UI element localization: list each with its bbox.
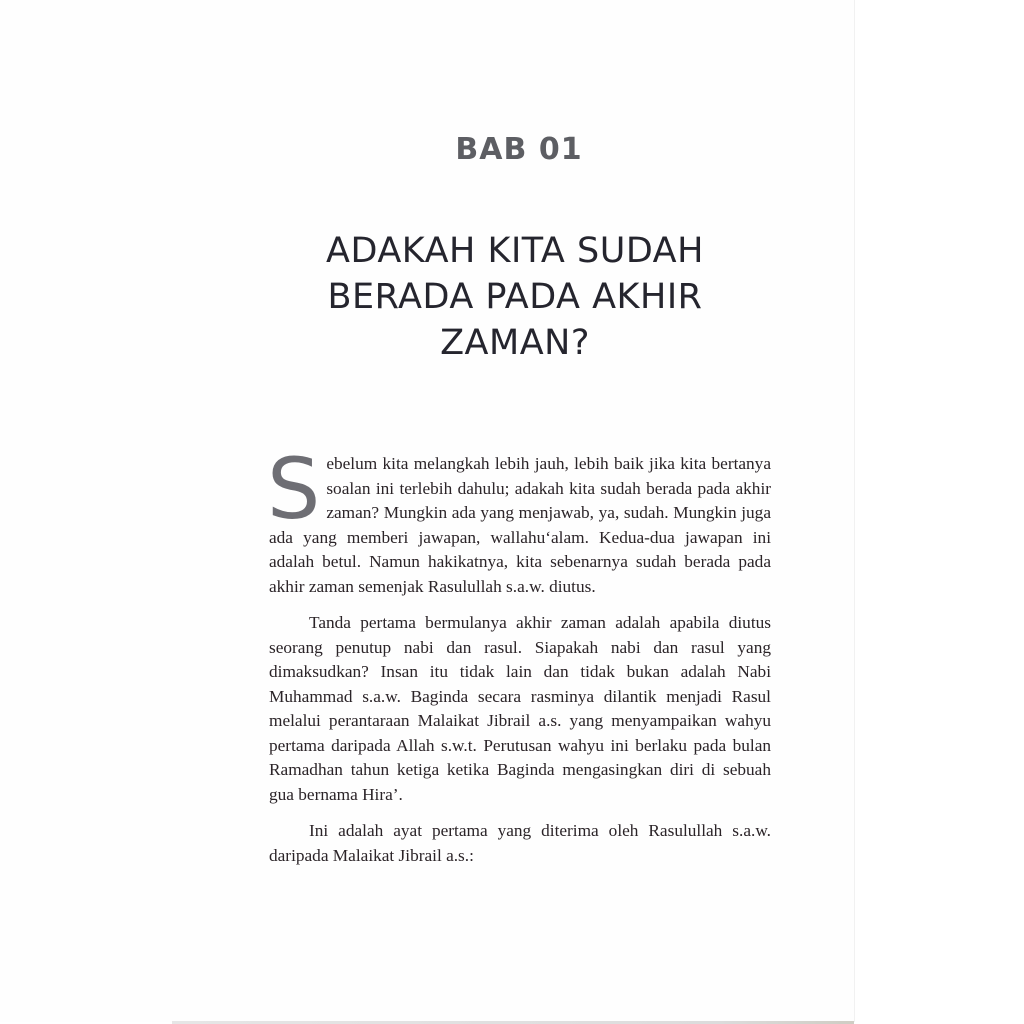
paragraph-1 bbox=[267, 440, 771, 599]
paragraph-1-text: ebelum kita melangkah lebih jauh, lebih baik jika kita bertanya soalan ini terlebih dahulu; adakah kita sudah berada pada akhir zaman? Mungkin ada yang menjawab, ya, sudah. Mungkin juga ada yang memberi jawapan, wallahu‘alam. Kedua-dua jawapan ini adalah betul. Namun hakikatnya, kita sebenarnya sudah berada pada akhir zaman semenjak Rasulullah s.a.w. diutus. bbox=[269, 454, 771, 596]
chapter-title-line-3: ZAMAN? bbox=[440, 323, 590, 363]
chapter-title-line-2: BERADA PADA AKHIR bbox=[327, 277, 703, 317]
paragraph-2: Tanda pertama bermulanya akhir zaman adalah apabila diutus seorang penutup nabi dan rasul. Siapakah nabi dan rasul yang dimaksudkan? Insan itu tidak lain dan tidak bukan adalah Nabi Muhammad s.a.w. Baginda secara rasminya dilantik menjadi Rasul melalui perantaraan Malaikat Jibrail a.s. yang menyampaikan wahyu pertama daripada Allah s.w.t. Perutusan wahyu ini berlaku pada bulan Ramadhan tahun ketiga ketika Baginda mengasingkan diri di sebuah gua bernama Hira’. bbox=[269, 613, 771, 804]
paragraph-3: Ini adalah ayat pertama yang diterima oleh Rasulullah s.a.w. daripada Malaikat Jibrail a.s.: bbox=[269, 821, 771, 865]
body-text bbox=[267, 440, 771, 880]
chapter-label: BAB 01 bbox=[455, 132, 583, 167]
chapter-title bbox=[270, 228, 760, 366]
chapter-title-line-1: ADAKAH KITA SUDAH bbox=[326, 231, 704, 271]
drop-cap: S bbox=[267, 440, 321, 538]
